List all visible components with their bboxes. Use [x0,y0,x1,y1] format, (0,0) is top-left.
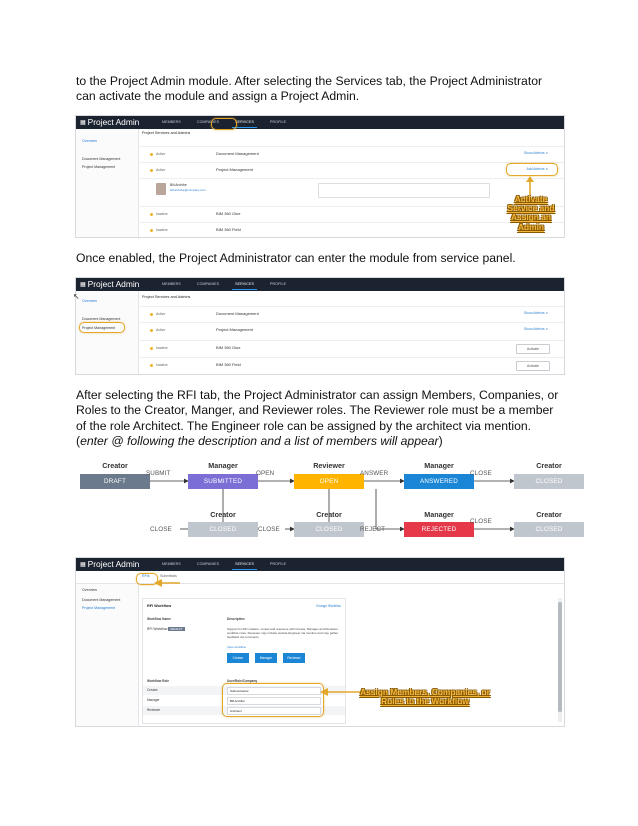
transition-label: CLOSE [150,526,172,533]
transition-label: ANSWER [360,470,389,477]
state-closed: CLOSED [294,522,364,537]
workflow-role-label: Creator [102,461,128,470]
workflow-role-label: Creator [210,510,236,519]
service-status: Active [156,312,166,316]
tab-companies[interactable]: COMPANIES [196,282,220,286]
status-dot-icon [150,169,153,172]
rfi-text: After selecting the RFI tab, the Project Administrator can assign Members, Companies, or Roles to the Creator, Manger, and Reviewer roles. The Reviewer role must be a member of the role Architect. The Engineer role can be assigned by the architect via mention. ( [76,388,559,449]
assignment-role: Manager [147,698,160,702]
status-dot-icon [150,153,153,156]
workflow-description: Support for RFI creation, review and response with Creator, Manager and Reviewer workflow roles. Reviewer may include outside Engineer via mention and may gather feedback via comments. [227,627,339,639]
app-header [76,558,564,571]
workflow-role-label: Reviewer [313,461,345,470]
state-answered: ANSWERED [404,474,474,489]
highlight-assignments [222,683,324,717]
callout-activate-service: Activate Service and Assign an Admin [507,194,555,232]
flow-creator-button[interactable]: Creator [227,653,249,663]
transition-label: CLOSE [258,526,280,533]
assignment-select[interactable]: Architect [227,707,321,715]
tab-services[interactable]: SERVICES [229,116,260,129]
highlight-services-tab [211,118,237,130]
callout-arrow-icon [152,578,182,588]
transition-label: CLOSE [470,470,492,477]
card-title: RFI Workflow [147,604,172,608]
admin-name: Bill Archibe [170,183,187,187]
col-description: Description [227,617,245,621]
status-dot-icon [150,213,153,216]
workflow-role-label: Creator [536,510,562,519]
sidebar-item-overview[interactable]: Overview [82,299,97,303]
show-admins-link[interactable]: Show Admins ∨ [524,311,548,315]
state-closed: CLOSED [514,474,584,489]
sidebar-item-project-management[interactable]: Project Management [82,606,116,610]
service-row [138,340,564,357]
state-submitted: SUBMITTED [188,474,258,489]
assignment-role: Reviewer [147,708,161,712]
state-draft: DRAFT [80,474,150,489]
change-workflow-link[interactable]: Change Workflow [315,604,341,608]
service-status: Inactive [156,346,168,350]
callout-assign-members: Assign Members, Companies, or Roles to the Workflow [360,687,490,707]
assignment-role: Creator [147,688,158,692]
workflow-name: RFI Workflow DEFAULT [147,627,183,631]
service-status: Active [156,152,166,156]
highlight-project-management [79,322,125,333]
service-status: Active [156,328,166,332]
service-name: Document Management [216,151,259,156]
grid-icon: ▦ [80,282,86,288]
activate-button[interactable]: Activate [516,344,550,354]
service-name: BIM 360 Glue [216,345,241,350]
flow-buttons [227,653,305,663]
service-name: Project Management [216,167,253,172]
state-closed: CLOSED [514,522,584,537]
flow-manager-button[interactable]: Manager [255,653,277,663]
tab-companies[interactable]: COMPANIES [196,120,220,124]
assignment-select[interactable]: Bill Archibe [227,697,321,705]
service-row [138,146,564,163]
avatar [156,183,166,195]
service-name: Project Management [216,327,253,332]
sidebar-item-project-management[interactable]: Project Management [82,326,116,330]
tab-members[interactable]: MEMBERS [162,562,181,566]
add-admins-link[interactable]: Add Admins ∧ [526,167,548,171]
flow-reviewer-button[interactable]: Reviewer [283,653,305,663]
admin-email: bill.archibe@company.com [170,188,206,192]
rfi-close-paren: ) [438,434,443,449]
sidebar-item-project-management[interactable]: Project Management [82,165,116,169]
callout-arrow-icon [318,687,366,697]
service-name: BIM 360 Field [216,362,241,367]
service-name: Document Management [216,311,259,316]
tab-companies[interactable]: COMPANIES [196,562,220,566]
service-status: Inactive [156,212,168,216]
view-workflow-link[interactable]: View workflow [227,645,246,649]
service-row [138,162,564,179]
state-closed: CLOSED [188,522,258,537]
col-user-role-company: User/Role/Company [227,679,258,683]
sidebar-item-document-management[interactable]: Document Management [82,598,121,602]
state-open: OPEN [294,474,364,489]
rfi-paragraph [76,388,564,450]
default-badge: DEFAULT [170,627,183,631]
status-dot-icon [150,229,153,232]
workflow-role-label: Creator [536,461,562,470]
app-title: Project Admin [87,559,140,569]
col-workflow-name: Workflow Name [147,617,171,621]
sidebar [76,129,139,237]
sidebar [76,584,139,726]
scrollbar[interactable] [558,598,562,722]
service-panel-screenshot [75,277,565,375]
grid-icon: ▦ [80,562,86,568]
tab-members[interactable]: MEMBERS [162,120,181,124]
app-header [76,278,564,291]
service-row [138,357,564,374]
status-dot-icon [150,364,153,367]
admin-search-input[interactable] [318,183,490,198]
panel-header: Project Services and Admins [142,131,191,135]
service-status: Inactive [156,363,168,367]
enter-module-paragraph: Once enabled, the Project Administrator can enter the module from service panel. [76,251,516,265]
cursor-icon: ↖ [73,292,80,301]
assignment-select[interactable]: Subcontractor [227,687,321,695]
status-dot-icon [150,329,153,332]
service-status: Inactive [156,228,168,232]
state-rejected: REJECTED [404,522,474,537]
workflow-role-label: Manager [424,510,454,519]
workflow-role-label: Manager [424,461,454,470]
scrollbar-thumb[interactable] [558,602,562,712]
transition-label: OPEN [256,470,275,477]
app-title: Project Admin [87,117,140,127]
service-status: Active [156,168,166,172]
panel-header: Project Services and Admins [142,295,191,299]
workflow-role-label: Creator [316,510,342,519]
sidebar-item-overview[interactable]: Overview [82,139,97,143]
tab-members[interactable]: MEMBERS [162,282,181,286]
activate-button[interactable]: Activate [516,361,550,371]
status-dot-icon [150,313,153,316]
sidebar-item-document-management[interactable]: Document Management [82,317,121,321]
rfi-settings-screenshot [75,557,565,727]
intro-paragraph: to the Project Admin module. After selecting the Services tab, the Project Administrator can activate the module and assign a Project Admin. [76,74,543,104]
show-admins-link[interactable]: Show Admins ∨ [524,327,548,331]
grid-icon: ▦ [80,120,86,126]
rfi-italic-text: enter @ following the description and a list of members will appear [80,434,439,449]
sidebar-item-overview[interactable]: Overview [82,588,97,592]
app-header [76,116,564,129]
service-row [138,306,564,323]
service-row [138,322,564,339]
tab-profile[interactable]: PROFILE [270,282,287,286]
col-workflow-role: Workflow Role [147,679,170,683]
transition-label: REJECT [360,526,386,533]
tab-services[interactable]: SERVICES [229,558,260,571]
tab-profile[interactable]: PROFILE [270,562,287,566]
app-title: Project Admin [87,279,140,289]
sub-tab-submittals[interactable]: Submittals [160,574,177,578]
workflow-role-label: Manager [208,461,238,470]
sidebar-item-document-management[interactable]: Document Management [82,157,121,161]
tab-profile[interactable]: PROFILE [270,120,287,124]
rfi-workflow-diagram [80,456,563,548]
status-dot-icon [150,347,153,350]
transition-label: CLOSE [470,518,492,525]
services-screenshot [75,115,565,238]
show-admins-link[interactable]: Show Admins ∨ [524,151,548,155]
service-name: BIM 360 Glue [216,211,241,216]
tab-services[interactable]: SERVICES [229,278,260,291]
sub-tab-rfis[interactable]: RFIs [142,574,150,578]
service-name: BIM 360 Field [216,227,241,232]
transition-label: SUBMIT [146,470,171,477]
